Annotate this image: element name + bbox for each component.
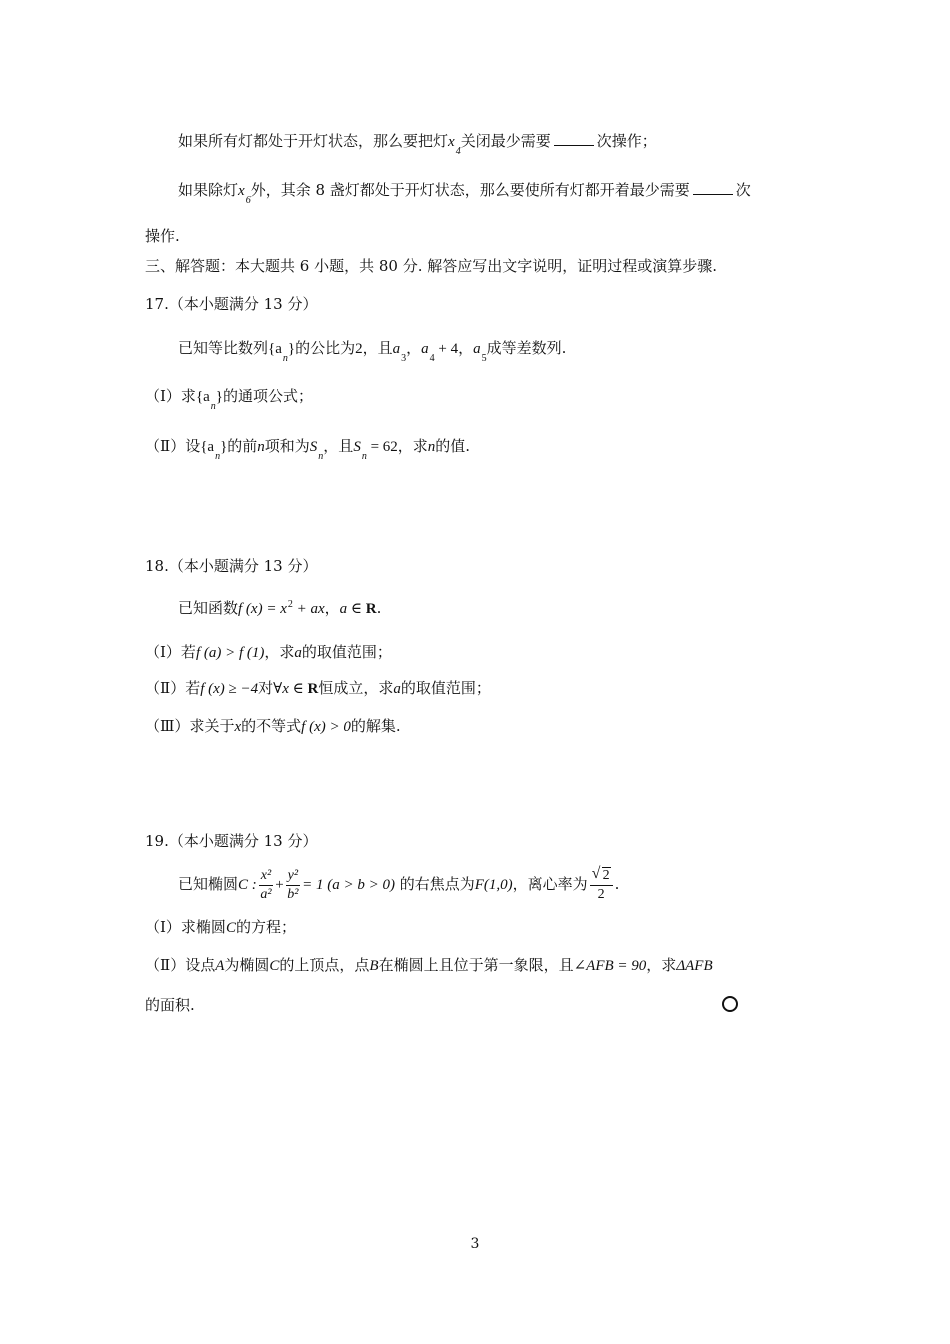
- radicand: 2: [602, 867, 610, 883]
- text: 已知等比数列: [178, 339, 269, 357]
- text: 次操作；: [596, 132, 657, 150]
- text: （Ⅱ）设点: [145, 956, 216, 974]
- subscript: 4: [429, 353, 435, 364]
- fraction-x: [259, 867, 273, 904]
- text: ，求: [397, 437, 428, 455]
- text: 的值.: [435, 437, 471, 455]
- var-a: a: [294, 645, 302, 661]
- reals-symbol: R: [365, 601, 377, 617]
- set: {a: [200, 439, 215, 455]
- term: a: [392, 341, 401, 357]
- intro-line-3: 操作.: [145, 227, 180, 245]
- text: （Ⅰ）求: [145, 387, 196, 405]
- text: （Ⅱ）设: [145, 437, 201, 455]
- set-close: }: [287, 341, 296, 357]
- text: 的右焦点为: [399, 875, 475, 893]
- plus: +: [275, 877, 284, 893]
- denominator: 2: [597, 886, 605, 902]
- set-close: }: [220, 439, 228, 455]
- point-B: B: [369, 958, 379, 974]
- text: 如果除灯: [178, 181, 239, 199]
- q17-stem: [178, 338, 567, 364]
- var-n: n: [257, 439, 265, 455]
- text: ，求: [264, 643, 295, 661]
- q17-part1: [145, 386, 314, 412]
- function: f (x) = x: [238, 601, 287, 617]
- sqrt: √ 2: [591, 864, 610, 883]
- answer-blank[interactable]: [693, 180, 733, 195]
- subscript: n: [318, 451, 324, 462]
- set: {a: [195, 389, 210, 405]
- subscript: 3: [401, 353, 407, 364]
- text: 的上顶点，点: [279, 956, 370, 974]
- q17-part2: [145, 436, 471, 462]
- ellipse-name: C :: [238, 877, 257, 893]
- var-x: x: [448, 134, 455, 150]
- inequality: f (x) ≥ −4: [200, 681, 259, 697]
- quantifier: ∀x ∈: [273, 681, 308, 697]
- q18-stem: [178, 598, 381, 621]
- term-tail: + 4: [434, 341, 459, 357]
- text: 的解集.: [350, 717, 401, 735]
- text: （Ⅰ）求椭圆: [145, 918, 226, 936]
- denominator: b²: [287, 886, 299, 902]
- reals-symbol: R: [307, 681, 319, 697]
- q18-part1: [145, 642, 392, 663]
- ratio: 2: [355, 341, 363, 357]
- var-a: a: [393, 681, 401, 697]
- q18-part3: [145, 716, 401, 737]
- text: ，求: [646, 956, 677, 974]
- text: 在椭圆上且位于第一象限，且: [378, 956, 574, 974]
- set-close: }: [215, 389, 223, 405]
- intro-line-1: [178, 131, 657, 157]
- ellipse-name: C: [225, 920, 236, 936]
- q19-header: 19.（本小题满分 13 分）: [145, 832, 318, 850]
- numerator: x²: [259, 867, 273, 886]
- text: ，且: [323, 437, 354, 455]
- triangle: ΔAFB: [676, 958, 713, 974]
- text: 的通项公式；: [223, 387, 314, 405]
- var-S: S: [353, 439, 361, 455]
- subscript: 6: [245, 195, 251, 206]
- text: ，: [406, 339, 422, 357]
- text: 的前: [227, 437, 258, 455]
- text: （Ⅱ）若: [145, 679, 201, 697]
- q19-part2-cont: 的面积.: [145, 996, 195, 1014]
- inequality: f (a) > f (1): [195, 645, 265, 661]
- var-x: x: [234, 719, 242, 735]
- numerator: y²: [286, 867, 300, 886]
- text: 如果所有灯都处于开灯状态，那么要把灯: [178, 132, 449, 150]
- subscript: n: [210, 401, 216, 412]
- text: 已知函数: [178, 599, 239, 617]
- subscript: n: [282, 353, 288, 364]
- focus: F(1,0): [474, 877, 513, 893]
- text: （Ⅰ）若: [145, 643, 196, 661]
- text: 次: [735, 181, 751, 199]
- angle: ∠AFB = 90: [573, 958, 647, 974]
- text: .: [376, 599, 382, 617]
- text: ，: [324, 599, 340, 617]
- var-n: n: [427, 439, 436, 455]
- text: 恒成立，求: [318, 679, 394, 697]
- eccentricity-fraction: [590, 864, 613, 904]
- q19-stem: [178, 862, 619, 907]
- text: 为椭圆: [224, 956, 270, 974]
- equation: = 1 (a > b > 0): [302, 877, 395, 893]
- var-x: x: [238, 183, 245, 199]
- text: 成等差数列.: [486, 339, 567, 357]
- text: ，且: [362, 339, 393, 357]
- inequality: f (x) > 0: [301, 719, 351, 735]
- text: 已知椭圆: [178, 875, 239, 893]
- text: 的不等式: [241, 717, 302, 735]
- var-S: S: [309, 439, 318, 455]
- text: 的取值范围；: [301, 643, 392, 661]
- page-number: 3: [470, 1236, 480, 1252]
- text: （Ⅲ）求关于: [145, 717, 235, 735]
- subscript: n: [361, 451, 367, 462]
- term: a: [421, 341, 429, 357]
- q18-header: 18.（本小题满分 13 分）: [145, 557, 318, 575]
- q17-header: 17.（本小题满分 13 分）: [145, 295, 318, 313]
- q18-part2: [145, 678, 491, 699]
- denominator: a²: [260, 886, 272, 902]
- subscript: 4: [455, 146, 461, 157]
- text: 外，其余 8 盏灯都处于开灯状态，那么要使所有灯都开着最少需要: [250, 181, 690, 199]
- text: 项和为: [264, 437, 310, 455]
- text: .: [614, 875, 620, 893]
- subscript: 5: [481, 353, 487, 364]
- q19-part1: [145, 917, 296, 938]
- domain: a ∈: [339, 601, 366, 617]
- answer-blank[interactable]: [554, 131, 594, 146]
- numerator: [590, 864, 613, 886]
- fraction-y: [286, 867, 300, 904]
- text: 对: [258, 679, 274, 697]
- superscript: 2: [287, 599, 293, 610]
- intro-line-2: [178, 180, 751, 206]
- q19-part2: [145, 955, 713, 976]
- ellipse-name: C: [269, 958, 280, 974]
- section-heading: 三、解答题：本大题共 6 小题，共 80 分. 解答应写出文字说明，证明过程或演算步骤.: [145, 257, 718, 275]
- point-A: A: [215, 958, 225, 974]
- text: 的取值范围；: [400, 679, 491, 697]
- term: a: [473, 341, 481, 357]
- equation: = 62: [366, 439, 398, 455]
- text: 的公比为: [295, 339, 356, 357]
- function-tail: + ax: [292, 601, 325, 617]
- text: ，: [458, 339, 474, 357]
- subscript: n: [215, 451, 221, 462]
- text: ，离心率为: [512, 875, 588, 893]
- circle-icon: [722, 996, 738, 1012]
- text: 关闭最少需要: [460, 132, 551, 150]
- text: 的方程；: [235, 918, 296, 936]
- set: {a: [268, 341, 282, 357]
